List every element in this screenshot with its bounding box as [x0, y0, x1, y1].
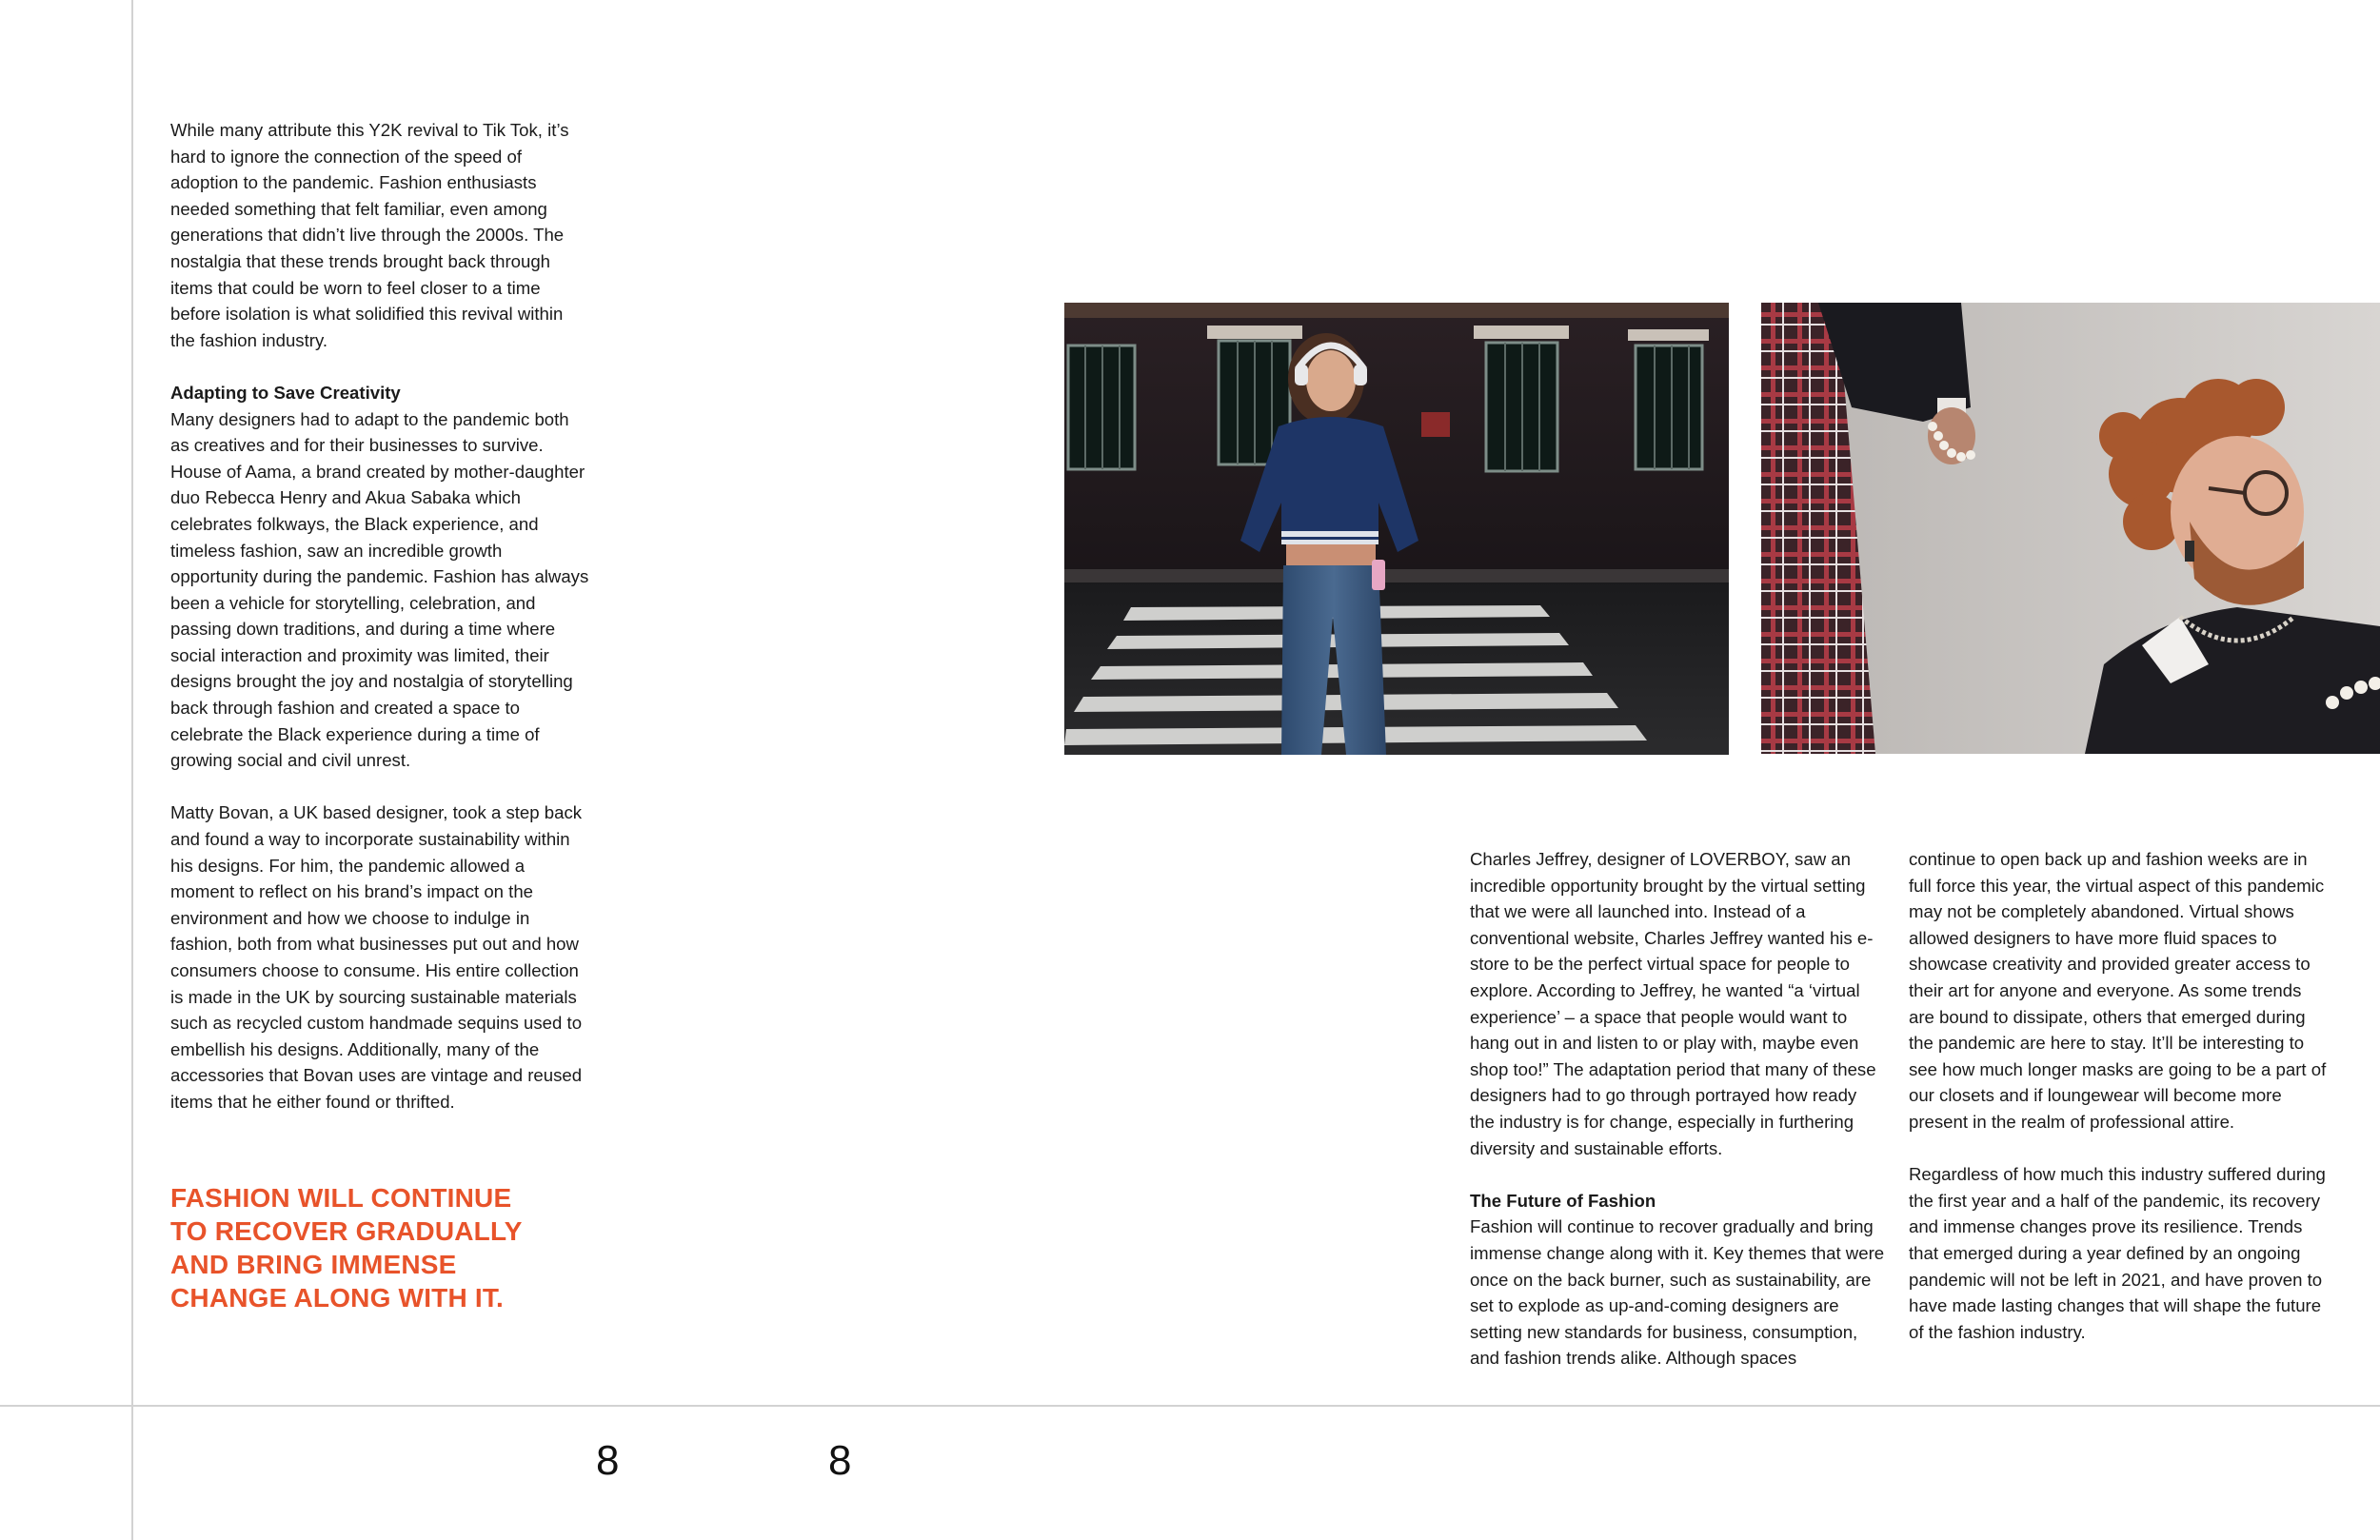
portrait-photo-plaid	[1761, 303, 2380, 754]
street-photo-crosswalk	[1064, 303, 1729, 755]
page-number-left: 8	[596, 1437, 620, 1484]
paragraph-virtual-shows: continue to open back up and fashion weeks are in full force this year, the virtual aspect of this pandemic may not be completely abandoned. Virtual shows allowed designers to have more fluid spaces to showcase creativity and provided greater access to their art for anyone and everyone. As some trends are bound to dissipate, others that emerged during the pandemic are here to stay. It’ll be interesting to see how much longer masks are going to be a part of our closets and if loungewear will become more present in the realm of professional attire.	[1909, 849, 2327, 1132]
street-photo-illustration	[1064, 303, 1729, 755]
pull-quote-line: TO RECOVER GRADUALLY	[170, 1216, 523, 1246]
paragraph-house-of-aama: Many designers had to adapt to the pandemic both as creatives and for their businesses to survive. House of Aama, a brand created by mother-daughter duo Rebecca Henry and Akua Sabaka which celebrates folkways, the Black experience, and timeless fashion, saw an incredible growth opportunity during the pandemic. Fashion has always been a vehicle for storytelling, celebration, and passing down traditions, and during a time where social interaction and proximity was limited, their designs brought the joy and nostalgia of storytelling back through fashion and created a space to celebrate the Black experience during a time of growing social and civil unrest.	[170, 408, 589, 771]
pull-quote-line: CHANGE ALONG WITH IT.	[170, 1283, 505, 1313]
page-number-right: 8	[828, 1437, 852, 1484]
left-text-column	[170, 117, 589, 1141]
heading-the-future-of-fashion: The Future of Fashion	[1470, 1190, 1656, 1211]
heading-adapting-to-save-creativity: Adapting to Save Creativity	[170, 382, 401, 403]
pull-quote	[170, 1181, 570, 1314]
horizontal-rule	[0, 1405, 2380, 1407]
paragraph-future-of-fashion: Fashion will continue to recover gradually and bring immense change along with it. Key themes that were once on the back burner, such as sustainability, are set to explode as up-and-coming designers are setting new standards for business, consumption, and fashion trends alike. Although spaces	[1470, 1216, 1885, 1369]
paragraph-resilience: Regardless of how much this industry suffered during the first year and a half of the pandemic, its recovery and immense changes prove its resilience. Trends that emerged during a year defined by an ongoing pandemic will not be left in 2021, and have proven to have made lasting changes that will shape the future of the fashion industry.	[1909, 1164, 2326, 1342]
paragraph-y2k-revival: While many attribute this Y2K revival to Tik Tok, it’s hard to ignore the connection of the speed of adoption to the pandemic. Fashion enthusiasts needed something that felt familiar, even among generations that didn’t live through the 2000s. The nostalgia that these trends brought back through items that could be worn to feel closer to a time before isolation is what solidified this revival within the fashion industry.	[170, 120, 569, 350]
middle-text-column	[1470, 846, 1885, 1397]
vertical-rule	[131, 0, 133, 1540]
section-future-of-fashion	[1470, 1188, 1885, 1372]
paragraph-charles-jeffrey: Charles Jeffrey, designer of LOVERBOY, saw an incredible opportunity brought by the virtual setting that we were all launched into. Instead of a conventional website, Charles Jeffrey wanted his e-store to be the perfect virtual space for people to explore. According to Jeffrey, he wanted “a ‘virtual experience’ – a space that people would want to hang out in and listen to or play with, maybe even shop too!” The adaptation period that many of these designers had to go through portrayed how ready the industry is for change, especially in furthering diversity and sustainable efforts.	[1470, 849, 1876, 1158]
right-text-column	[1909, 846, 2328, 1372]
paragraph-matty-bovan: Matty Bovan, a UK based designer, took a step back and found a way to incorporate sustainability within his designs. For him, the pandemic allowed a moment to reflect on his brand’s impact on the environment and how we choose to indulge in fashion, both from what businesses put out and how consumers choose to consume. His entire collection is made in the UK by sourcing sustainable materials such as recycled custom handmade sequins used to embellish his designs. Additionally, many of the accessories that Bovan uses are vintage and reused items that he either found or thrifted.	[170, 802, 583, 1112]
pull-quote-line: AND BRING IMMENSE	[170, 1250, 457, 1279]
pull-quote-line: FASHION WILL CONTINUE	[170, 1183, 512, 1213]
portrait-photo-illustration	[1761, 303, 2380, 754]
section-adapting	[170, 380, 589, 774]
